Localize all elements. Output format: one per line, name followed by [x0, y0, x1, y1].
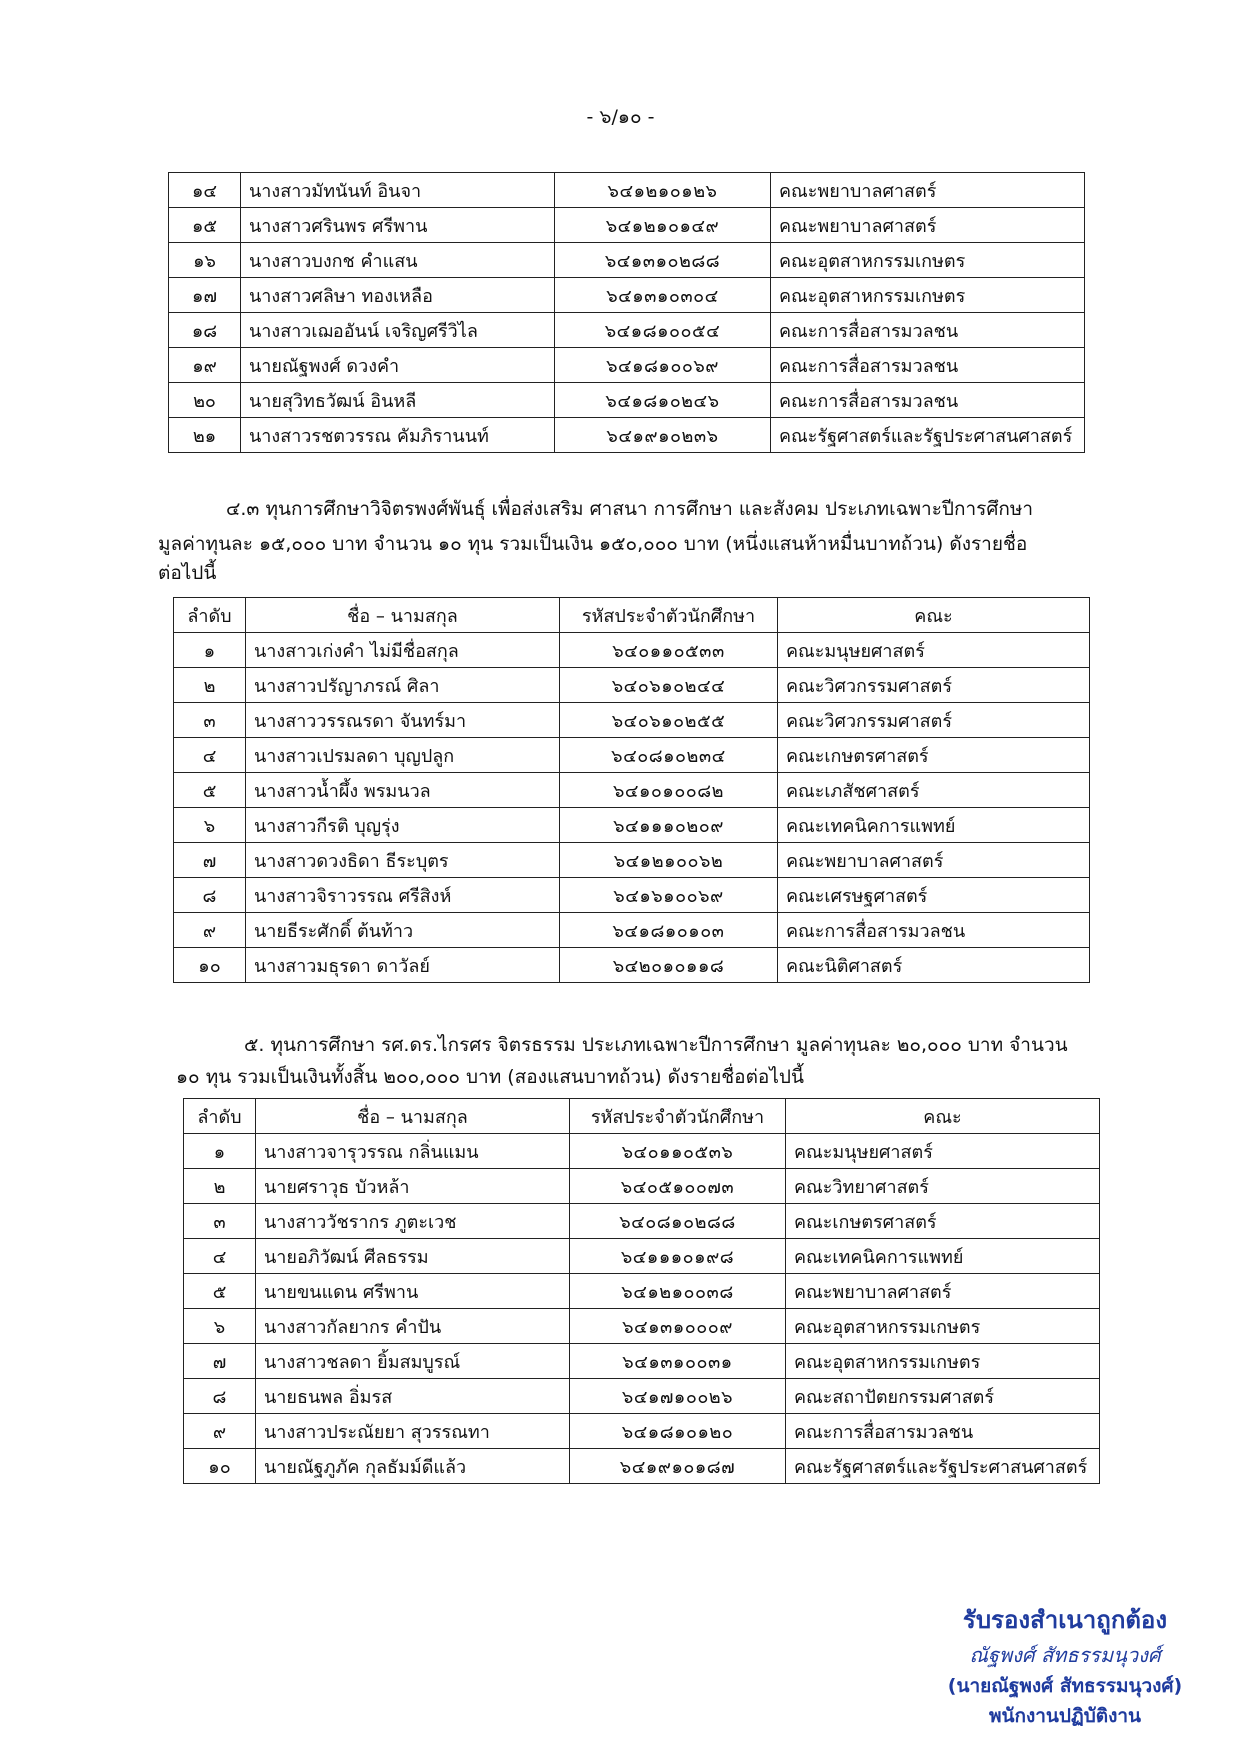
table-row	[169, 173, 1085, 208]
kraisorn-scholarship-table	[183, 1098, 1100, 1484]
row-number: ๘	[174, 878, 246, 913]
faculty-name: คณะพยาบาลศาสตร์	[771, 208, 1085, 243]
table-row	[174, 703, 1090, 738]
student-name: นางสาวมธุรดา ดาวัลย์	[246, 948, 560, 983]
table-row	[184, 1379, 1100, 1414]
row-number: ๕	[174, 773, 246, 808]
table-row	[174, 668, 1090, 703]
header-faculty: คณะ	[786, 1099, 1100, 1134]
row-number: ๒	[174, 668, 246, 703]
student-name: นางสาวน้ำผึ้ง พรมนวล	[246, 773, 560, 808]
student-id: ๖๔๐๑๑๐๕๓๓	[560, 633, 778, 668]
row-number: ๑๗	[169, 278, 241, 313]
faculty-name: คณะเภสัชศาสตร์	[778, 773, 1090, 808]
header-student-id: รหัสประจำตัวนักศึกษา	[570, 1099, 786, 1134]
student-name: นางสาวดวงธิดา ธีระบุตร	[246, 843, 560, 878]
student-id: ๖๔๒๐๑๐๑๑๘	[560, 948, 778, 983]
student-id: ๖๔๑๓๑๐๒๘๘	[555, 243, 771, 278]
row-number: ๓	[184, 1204, 256, 1239]
row-number: ๑๐	[174, 948, 246, 983]
student-id: ๖๔๐๑๑๐๕๓๖	[570, 1134, 786, 1169]
student-name: นางสาวจารุวรรณ กลิ่นแมน	[256, 1134, 570, 1169]
table-row	[184, 1169, 1100, 1204]
faculty-name: คณะการสื่อสารมวลชน	[778, 913, 1090, 948]
student-id: ๖๔๑๐๑๐๐๘๒	[560, 773, 778, 808]
faculty-name: คณะวิศวกรรมศาสตร์	[778, 703, 1090, 738]
faculty-name: คณะพยาบาลศาสตร์	[778, 843, 1090, 878]
table-header-row	[174, 598, 1090, 633]
faculty-name: คณะพยาบาลศาสตร์	[771, 173, 1085, 208]
table-header-row	[184, 1099, 1100, 1134]
student-id: ๖๔๑๖๑๐๐๖๙	[560, 878, 778, 913]
row-number: ๕	[184, 1274, 256, 1309]
student-id: ๖๔๑๙๑๐๑๘๗	[570, 1449, 786, 1484]
faculty-name: คณะการสื่อสารมวลชน	[771, 383, 1085, 418]
header-name: ชื่อ – นามสกุล	[256, 1099, 570, 1134]
table-row	[169, 418, 1085, 453]
student-name: นางสาวชลดา ยิ้มสมบูรณ์	[256, 1344, 570, 1379]
student-id: ๖๔๑๒๑๐๑๔๙	[555, 208, 771, 243]
faculty-name: คณะเทคนิคการแพทย์	[778, 808, 1090, 843]
student-name: นายธนพล อิ่มรส	[256, 1379, 570, 1414]
row-number: ๒๐	[169, 383, 241, 418]
student-id: ๖๔๐๘๑๐๒๓๔	[560, 738, 778, 773]
table-row	[184, 1414, 1100, 1449]
student-id: ๖๔๑๑๑๐๒๐๙	[560, 808, 778, 843]
header-no: ลำดับ	[184, 1099, 256, 1134]
student-id: ๖๔๑๒๑๐๐๖๒	[560, 843, 778, 878]
student-id: ๖๔๑๘๑๐๑๐๓	[560, 913, 778, 948]
row-number: ๖	[184, 1309, 256, 1344]
student-name: นางสาวมัทนันท์ อินจา	[241, 173, 555, 208]
faculty-name: คณะมนุษยศาสตร์	[778, 633, 1090, 668]
section-4-3-line1: ๔.๓ ทุนการศึกษาวิจิตรพงศ์พันธุ์ เพื่อส่งเสริม ศาสนา การศึกษา และสังคม ประเภทเฉพาะปีการศึกษา	[226, 498, 1034, 520]
student-name: นายสุวิทธวัฒน์ อินหลี	[241, 383, 555, 418]
faculty-name: คณะรัฐศาสตร์และรัฐประศาสนศาสตร์	[786, 1449, 1100, 1484]
row-number: ๔	[184, 1239, 256, 1274]
certifier-position: พนักงานปฏิบัติงาน	[988, 1705, 1142, 1727]
table-row	[174, 878, 1090, 913]
student-name: นางสาวปรัญาภรณ์ ศิลา	[246, 668, 560, 703]
student-id: ๖๔๑๙๑๐๒๓๖	[555, 418, 771, 453]
student-name: นางสาวเปรมลดา บุญปลูก	[246, 738, 560, 773]
student-name: นางสาวรชตวรรณ คัมภิรานนท์	[241, 418, 555, 453]
student-name: นายอภิวัฒน์ ศีลธรรม	[256, 1239, 570, 1274]
row-number: ๗	[174, 843, 246, 878]
row-number: ๒	[184, 1169, 256, 1204]
student-name: นายขนแดน ศรีพาน	[256, 1274, 570, 1309]
page-number: - ๖/๑๐ -	[586, 106, 655, 128]
certifier-name: (นายณัฐพงศ์ สัทธรรมนุวงศ์)	[947, 1675, 1183, 1697]
row-number: ๒๑	[169, 418, 241, 453]
table-row	[169, 348, 1085, 383]
vijitrapongpan-scholarship-table	[173, 597, 1090, 983]
table-row	[174, 948, 1090, 983]
student-id: ๖๔๑๒๑๐๐๓๘	[570, 1274, 786, 1309]
row-number: ๙	[174, 913, 246, 948]
table-row	[169, 278, 1085, 313]
faculty-name: คณะอุตสาหกรรมเกษตร	[771, 243, 1085, 278]
row-number: ๑๘	[169, 313, 241, 348]
table-row	[174, 738, 1090, 773]
header-student-id: รหัสประจำตัวนักศึกษา	[560, 598, 778, 633]
section-5-line1: ๕. ทุนการศึกษา รศ.ดร.ไกรศร จิตรธรรม ประเภทเฉพาะปีการศึกษา มูลค่าทุนละ ๒๐,๐๐๐ บาท จำนวน	[244, 1034, 1068, 1056]
student-name: นางสาวศรินพร ศรีพาน	[241, 208, 555, 243]
student-name: นางสาวเก่งคำ ไม่มีชื่อสกุล	[246, 633, 560, 668]
faculty-name: คณะการสื่อสารมวลชน	[771, 313, 1085, 348]
faculty-name: คณะนิติศาสตร์	[778, 948, 1090, 983]
student-id: ๖๔๑๗๑๐๐๒๖	[570, 1379, 786, 1414]
section-4-3-line2: มูลค่าทุนละ ๑๕,๐๐๐ บาท จำนวน ๑๐ ทุน รวมเป็นเงิน ๑๕๐,๐๐๐ บาท (หนึ่งแสนห้าหมื่นบาทถ้วน) ดังรายชื่อ	[158, 533, 1028, 555]
student-id: ๖๔๑๘๑๐๐๖๙	[555, 348, 771, 383]
certification-stamp	[930, 1600, 1200, 1731]
faculty-name: คณะอุตสาหกรรมเกษตร	[786, 1344, 1100, 1379]
table-row	[169, 243, 1085, 278]
student-id: ๖๔๐๖๑๐๒๕๕	[560, 703, 778, 738]
section-5-text	[176, 1028, 1096, 1091]
student-id: ๖๔๑๘๑๐๒๔๖	[555, 383, 771, 418]
student-name: นายศราวุธ บัวหล้า	[256, 1169, 570, 1204]
table-row	[184, 1204, 1100, 1239]
row-number: ๑๕	[169, 208, 241, 243]
table-row	[169, 208, 1085, 243]
table-row	[169, 313, 1085, 348]
faculty-name: คณะการสื่อสารมวลชน	[771, 348, 1085, 383]
table-row	[174, 808, 1090, 843]
row-number: ๖	[174, 808, 246, 843]
row-number: ๑๐	[184, 1449, 256, 1484]
student-id: ๖๔๑๒๑๐๑๒๖	[555, 173, 771, 208]
student-id: ๖๔๑๑๑๐๑๙๘	[570, 1239, 786, 1274]
table-row	[184, 1344, 1100, 1379]
student-name: นายณัฐภูภัค กุลธัมม์ดีแล้ว	[256, 1449, 570, 1484]
row-number: ๑	[184, 1134, 256, 1169]
student-id: ๖๔๑๘๑๐๑๒๐	[570, 1414, 786, 1449]
student-id: ๖๔๑๓๑๐๓๐๔	[555, 278, 771, 313]
table-row	[174, 773, 1090, 808]
table-row	[169, 383, 1085, 418]
row-number: ๙	[184, 1414, 256, 1449]
header-faculty: คณะ	[778, 598, 1090, 633]
table-row	[184, 1134, 1100, 1169]
student-name: นางสาวศลิษา ทองเหลือ	[241, 278, 555, 313]
row-number: ๑	[174, 633, 246, 668]
header-name: ชื่อ – นามสกุล	[246, 598, 560, 633]
student-name: นางสาวเฌออันน์ เจริญศรีวิไล	[241, 313, 555, 348]
student-id: ๖๔๐๘๑๐๒๘๘	[570, 1204, 786, 1239]
table-row	[174, 843, 1090, 878]
row-number: ๑๔	[169, 173, 241, 208]
student-name: นายธีระศักดิ์ ต้นท้าว	[246, 913, 560, 948]
student-name: นายณัฐพงศ์ ดวงคำ	[241, 348, 555, 383]
student-id: ๖๔๑๓๑๐๐๓๑	[570, 1344, 786, 1379]
student-id: ๖๔๑๘๑๐๐๕๔	[555, 313, 771, 348]
student-id: ๖๔๐๖๑๐๒๔๔	[560, 668, 778, 703]
table-row	[184, 1274, 1100, 1309]
table-row	[184, 1449, 1100, 1484]
faculty-name: คณะรัฐศาสตร์และรัฐประศาสนศาสตร์	[771, 418, 1085, 453]
student-id: ๖๔๑๓๑๐๐๐๙	[570, 1309, 786, 1344]
section-5-line2: ๑๐ ทุน รวมเป็นเงินทั้งสิ้น ๒๐๐,๐๐๐ บาท (สองแสนบาทถ้วน) ดังรายชื่อต่อไปนี้	[176, 1066, 804, 1088]
student-name: นางสาวจิราวรรณ ศรีสิงห์	[246, 878, 560, 913]
row-number: ๗	[184, 1344, 256, 1379]
student-name: นางสาวประณัยยา สุวรรณทา	[256, 1414, 570, 1449]
scholarship-table-continued	[168, 172, 1085, 453]
faculty-name: คณะสถาปัตยกรรมศาสตร์	[786, 1379, 1100, 1414]
faculty-name: คณะการสื่อสารมวลชน	[786, 1414, 1100, 1449]
table-row	[174, 913, 1090, 948]
faculty-name: คณะวิทยาศาสตร์	[786, 1169, 1100, 1204]
faculty-name: คณะเทคนิคการแพทย์	[786, 1239, 1100, 1274]
student-id: ๖๔๐๕๑๐๐๗๓	[570, 1169, 786, 1204]
faculty-name: คณะมนุษยศาสตร์	[786, 1134, 1100, 1169]
student-name: นางสาวบงกช คำแสน	[241, 243, 555, 278]
faculty-name: คณะอุตสาหกรรมเกษตร	[771, 278, 1085, 313]
table-row	[184, 1309, 1100, 1344]
row-number: ๘	[184, 1379, 256, 1414]
header-no: ลำดับ	[174, 598, 246, 633]
student-name: นางสาววรรณรดา จันทร์มา	[246, 703, 560, 738]
faculty-name: คณะพยาบาลศาสตร์	[786, 1274, 1100, 1309]
row-number: ๔	[174, 738, 246, 773]
signature: ณัฐพงศ์ สัทธรรมนุวงศ์	[969, 1643, 1161, 1667]
row-number: ๑๖	[169, 243, 241, 278]
student-name: นางสาววัชรากร ภูตะเวช	[256, 1204, 570, 1239]
student-name: นางสาวกีรติ บุญรุ่ง	[246, 808, 560, 843]
student-name: นางสาวกัลยากร คำปัน	[256, 1309, 570, 1344]
row-number: ๓	[174, 703, 246, 738]
faculty-name: คณะอุตสาหกรรมเกษตร	[786, 1309, 1100, 1344]
faculty-name: คณะเศรษฐศาสตร์	[778, 878, 1090, 913]
faculty-name: คณะวิศวกรรมศาสตร์	[778, 668, 1090, 703]
section-4-3-text	[158, 492, 1088, 584]
table-row	[174, 633, 1090, 668]
faculty-name: คณะเกษตรศาสตร์	[778, 738, 1090, 773]
section-4-3-line3: ต่อไปนี้	[158, 562, 217, 584]
faculty-name: คณะเกษตรศาสตร์	[786, 1204, 1100, 1239]
row-number: ๑๙	[169, 348, 241, 383]
certification-title: รับรองสำเนาถูกต้อง	[962, 1606, 1168, 1634]
table-row	[184, 1239, 1100, 1274]
